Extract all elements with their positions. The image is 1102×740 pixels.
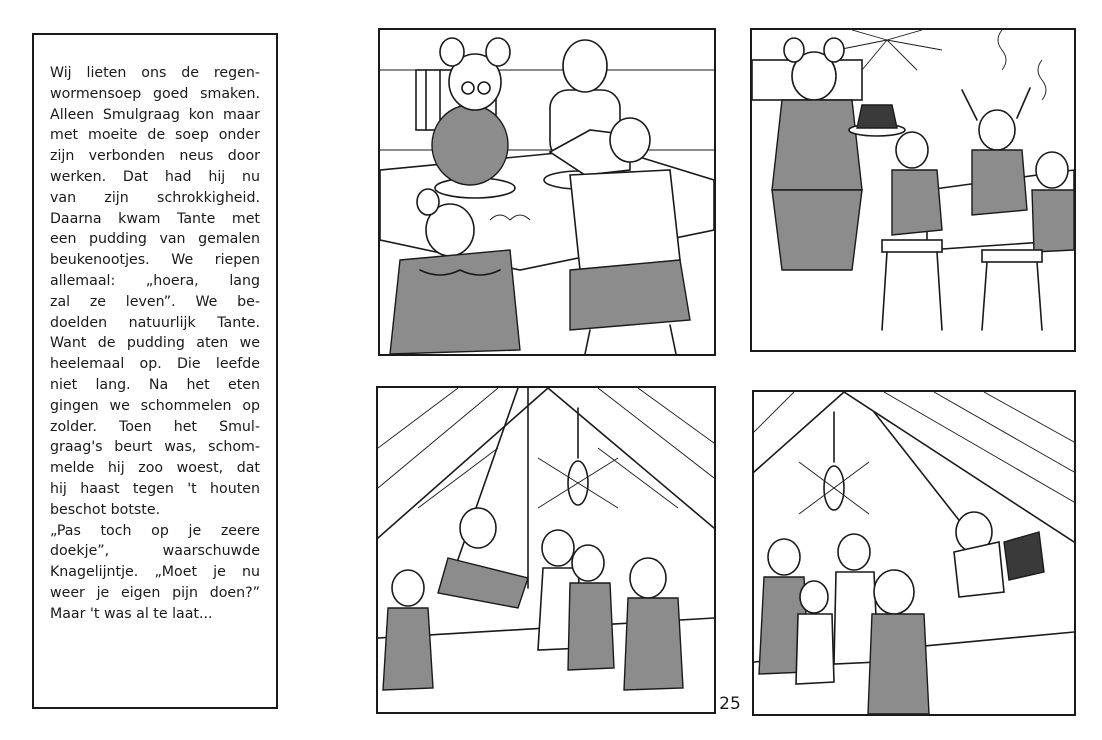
comic-panel-attic-swing: [376, 386, 716, 714]
story-text-box: [32, 33, 278, 709]
story-line-17: gingen we schommelen op: [50, 397, 260, 414]
story-line-6: werken. Dat had hij nu: [50, 168, 260, 185]
page-number: 25: [719, 694, 741, 714]
story-line-15: heelemaal op. Die leefde: [50, 356, 260, 373]
story-line-21: hij haast tegen 't houten: [50, 480, 260, 497]
story-line-14: Want de pudding aten we: [50, 335, 260, 352]
story-line-18: zolder. Toen het Smul-: [50, 418, 260, 435]
story-line-2: wormensoep goed smaken.: [50, 85, 260, 102]
story-line-24: doekje”, waarschuwde: [50, 543, 260, 560]
story-line-26: weer je eigen pijn doen?”: [50, 584, 260, 601]
story-line-23: „Pas toch op je zeere: [50, 522, 260, 539]
attic-crash-illustration: [754, 392, 1074, 714]
story-line-25: Knagelijntje. „Moet je nu: [50, 564, 260, 581]
story-line-7: van zijn schrokkigheid.: [50, 189, 260, 206]
story-line-5: zijn verbonden neus door: [50, 148, 260, 165]
story-line-20: melde hij zoo woest, dat: [50, 460, 260, 477]
story-line-8: Daarna kwam Tante met: [50, 210, 260, 227]
story-line-3: Alleen Smulgraag kon maar: [50, 106, 260, 123]
story-line-13: doelden natuurlijk Tante.: [50, 314, 260, 331]
comic-panel-pudding-cheer: [750, 28, 1076, 352]
story-line-10: beukenootjes. We riepen: [50, 252, 260, 269]
pudding-cheer-illustration: [752, 30, 1074, 350]
story-line-22: beschot botste.: [50, 501, 161, 518]
story-line-4: met moeite de soep onder: [50, 127, 260, 144]
comic-panel-dinner-table: [378, 28, 716, 356]
attic-swing-illustration: [378, 388, 714, 712]
story-line-1: Wij lieten ons de regen-: [50, 65, 260, 81]
story-line-16: niet lang. Na het eten: [50, 376, 260, 393]
story-line-12: zal ze leven”. We be-: [50, 293, 260, 310]
story-line-27: Maar 't was al te laat...: [50, 605, 213, 622]
comic-panel-attic-crash: [752, 390, 1076, 716]
story-line-19: graag's beurt was, schom-: [50, 439, 260, 456]
story-line-11: allemaal: „hoera, lang: [50, 272, 260, 289]
dinner-table-illustration: [380, 30, 714, 354]
story-line-9: een pudding van gemalen: [50, 231, 260, 248]
